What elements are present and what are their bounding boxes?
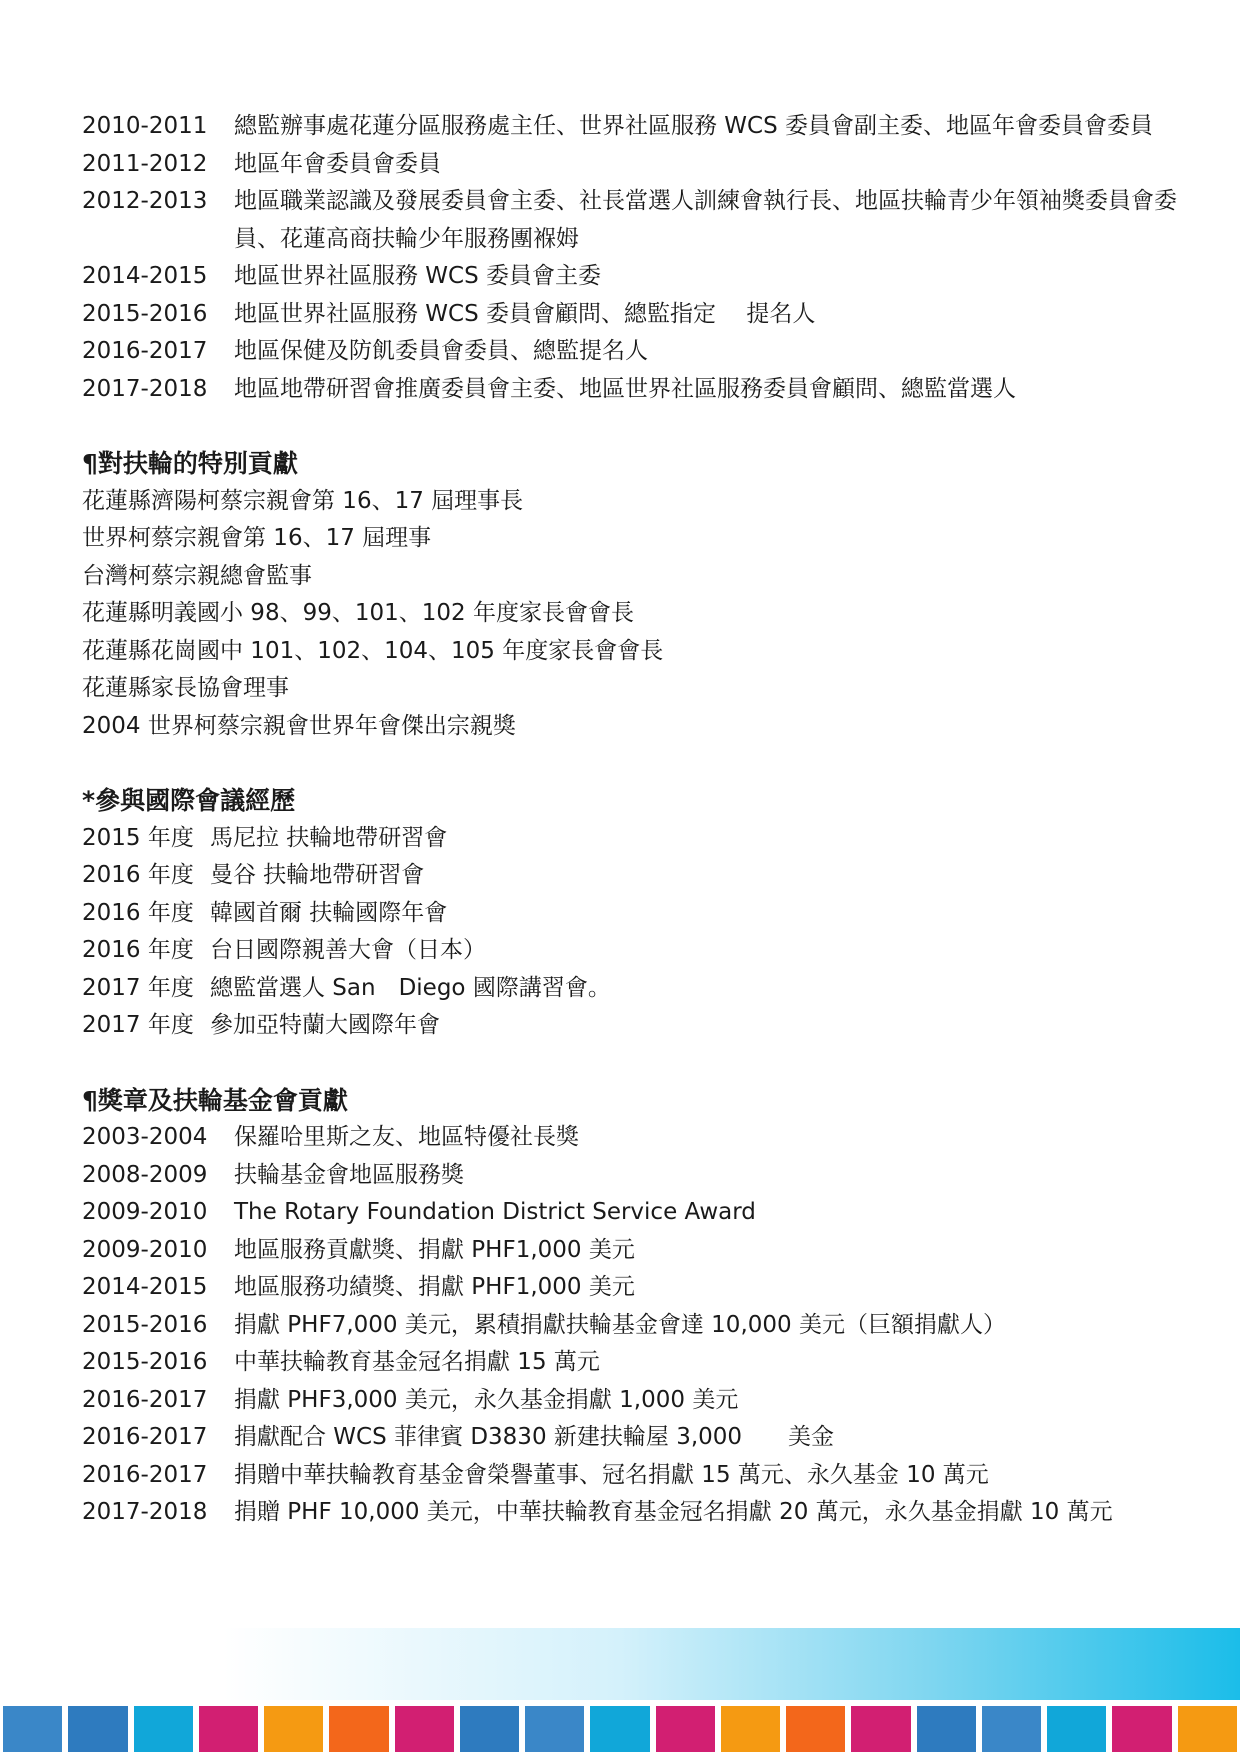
- award-text: 捐贈 PHF 10,000 美元，中華扶輪教育基金冠名捐獻 20 萬元，永久基金捐獻 10 萬元: [234, 1499, 1113, 1525]
- position-row: [82, 183, 1212, 258]
- position-year: 2010-2011: [82, 113, 208, 139]
- position-year: 2015-2016: [82, 300, 208, 327]
- award-year: 2017-2018: [82, 1499, 208, 1525]
- conference-row: [82, 895, 1212, 933]
- positions-section: [82, 108, 1212, 408]
- footer-color-block: [786, 1706, 845, 1752]
- resume-content: [82, 108, 1212, 1532]
- special-contributions-heading: ¶對扶輪的特別貢獻: [82, 449, 298, 478]
- footer-color-block: [656, 1706, 715, 1752]
- conference-year: 2016 年度: [82, 899, 194, 926]
- conferences-section: [82, 782, 1212, 1045]
- conferences-heading: *參與國際會議經歷: [82, 786, 296, 815]
- footer-color-block: [851, 1706, 910, 1752]
- footer-color-block: [3, 1706, 62, 1752]
- footer-color-block: [525, 1706, 584, 1752]
- award-text: 捐獻 PHF7,000 美元，累積捐獻扶輪基金會達 10,000 美元（巨額捐獻人）: [234, 1311, 1006, 1338]
- award-row: [82, 1157, 1212, 1195]
- list-item: 花蓮縣花崗國中 101、102、104、105 年度家長會會長: [82, 637, 664, 664]
- award-text: 保羅哈里斯之友、地區特優社長獎: [234, 1124, 579, 1150]
- footer-color-block: [1047, 1706, 1106, 1752]
- award-year: 2009-2010: [82, 1199, 208, 1225]
- position-row: [82, 258, 1212, 296]
- award-text: The Rotary Foundation District Service Award: [234, 1199, 756, 1225]
- conference-year: 2017 年度: [82, 1012, 194, 1038]
- position-year: 2017-2018: [82, 375, 208, 402]
- footer-color-block: [1112, 1706, 1171, 1752]
- award-year: 2014-2015: [82, 1274, 208, 1300]
- footer-color-block: [721, 1706, 780, 1752]
- conference-year: 2016 年度: [82, 862, 194, 888]
- award-year: 2015-2016: [82, 1349, 208, 1375]
- award-row: [82, 1457, 1212, 1495]
- conference-row: [82, 932, 1212, 970]
- special-contributions-section: [82, 445, 1212, 745]
- conference-row: [82, 970, 1212, 1008]
- conference-text: 韓國首爾 扶輪國際年會: [210, 899, 448, 926]
- footer-color-block: [329, 1706, 388, 1752]
- list-item: 花蓮縣明義國小 98、99、101、102 年度家長會會長: [82, 600, 634, 626]
- awards-heading: ¶獎章及扶輪基金會貢獻: [82, 1085, 348, 1115]
- position-text: 地區年會委員會委員: [234, 150, 441, 177]
- conference-row: [82, 1007, 1212, 1045]
- position-row: [82, 146, 1212, 184]
- list-item: 花蓮縣家長協會理事: [82, 675, 289, 701]
- footer-color-block: [395, 1706, 454, 1752]
- position-text: 地區世界社區服務 WCS 委員會主委: [234, 263, 602, 289]
- award-row: [82, 1419, 1212, 1457]
- position-text: 總監辦事處花蓮分區服務處主任、世界社區服務 WCS 委員會副主委、地區年會委員會委員: [234, 113, 1154, 139]
- footer-gradient-band: [0, 1628, 1240, 1700]
- awards-section: [82, 1082, 1212, 1532]
- award-year: 2003-2004: [82, 1124, 208, 1150]
- position-year: 2012-2013: [82, 188, 208, 214]
- footer-color-block: [590, 1706, 649, 1752]
- position-row: [82, 333, 1212, 371]
- list-item: 2004 世界柯蔡宗親會世界年會傑出宗親獎: [82, 712, 516, 739]
- footer-color-blocks: [0, 1706, 1240, 1752]
- position-row: [82, 296, 1212, 334]
- award-row: [82, 1494, 1212, 1532]
- conference-text: 台日國際親善大會（日本）: [210, 937, 486, 963]
- award-year: 2016-2017: [82, 1386, 208, 1413]
- position-row: [82, 108, 1212, 146]
- conference-row: [82, 820, 1212, 858]
- award-text: 扶輪基金會地區服務獎: [234, 1161, 464, 1188]
- list-item: 台灣柯蔡宗親總會監事: [82, 562, 312, 589]
- position-text: 地區世界社區服務 WCS 委員會顧問、總監指定 提名人: [234, 300, 816, 327]
- award-year: 2009-2010: [82, 1236, 208, 1263]
- conference-year: 2015 年度: [82, 824, 194, 851]
- position-text: 地區地帶研習會推廣委員會主委、地區世界社區服務委員會顧問、總監當選人: [234, 375, 1016, 402]
- position-year: 2016-2017: [82, 338, 208, 364]
- footer-color-block: [68, 1706, 127, 1752]
- footer-color-block: [982, 1706, 1041, 1752]
- position-year: 2011-2012: [82, 150, 208, 177]
- award-year: 2016-2017: [82, 1461, 208, 1488]
- award-text: 捐獻配合 WCS 菲律賓 D3830 新建扶輪屋 3,000 美金: [234, 1424, 835, 1450]
- award-row: [82, 1307, 1212, 1345]
- footer-color-block: [264, 1706, 323, 1752]
- award-row: [82, 1344, 1212, 1382]
- list-item: 花蓮縣濟陽柯蔡宗親會第 16、17 屆理事長: [82, 487, 524, 514]
- award-row: [82, 1232, 1212, 1270]
- conference-text: 總監當選人 San Diego 國際講習會。: [210, 974, 611, 1001]
- award-row: [82, 1269, 1212, 1307]
- award-text: 捐獻 PHF3,000 美元，永久基金捐獻 1,000 美元: [234, 1386, 739, 1413]
- list-item: 世界柯蔡宗親會第 16、17 屆理事: [82, 525, 432, 551]
- footer-color-block: [199, 1706, 258, 1752]
- award-year: 2008-2009: [82, 1161, 208, 1188]
- award-text: 地區服務貢獻獎、捐獻 PHF1,000 美元: [234, 1236, 635, 1263]
- footer-color-block: [460, 1706, 519, 1752]
- footer-color-block: [134, 1706, 193, 1752]
- footer-color-block: [1178, 1706, 1237, 1752]
- award-text: 中華扶輪教育基金冠名捐獻 15 萬元: [234, 1349, 600, 1375]
- conference-text: 參加亞特蘭大國際年會: [210, 1012, 440, 1038]
- award-row: [82, 1119, 1212, 1157]
- position-text: 地區職業認識及發展委員會主委、社長當選人訓練會執行長、地區扶輪青少年領袖獎委員會委員、花蓮高商扶輪少年服務團褓姆: [234, 188, 1177, 252]
- award-text: 捐贈中華扶輪教育基金會榮譽董事、冠名捐獻 15 萬元、永久基金 10 萬元: [234, 1461, 989, 1488]
- position-text: 地區保健及防飢委員會委員、總監提名人: [234, 338, 648, 364]
- award-text: 地區服務功績獎、捐獻 PHF1,000 美元: [234, 1274, 635, 1300]
- conference-text: 馬尼拉 扶輪地帶研習會: [210, 824, 448, 851]
- conference-year: 2016 年度: [82, 937, 194, 963]
- award-row: [82, 1382, 1212, 1420]
- award-year: 2016-2017: [82, 1424, 208, 1450]
- position-year: 2014-2015: [82, 263, 208, 289]
- conference-text: 曼谷 扶輪地帶研習會: [210, 862, 425, 888]
- conference-year: 2017 年度: [82, 974, 194, 1001]
- award-row: [82, 1194, 1212, 1232]
- award-year: 2015-2016: [82, 1311, 208, 1338]
- footer-color-block: [917, 1706, 976, 1752]
- conference-row: [82, 857, 1212, 895]
- position-row: [82, 371, 1212, 409]
